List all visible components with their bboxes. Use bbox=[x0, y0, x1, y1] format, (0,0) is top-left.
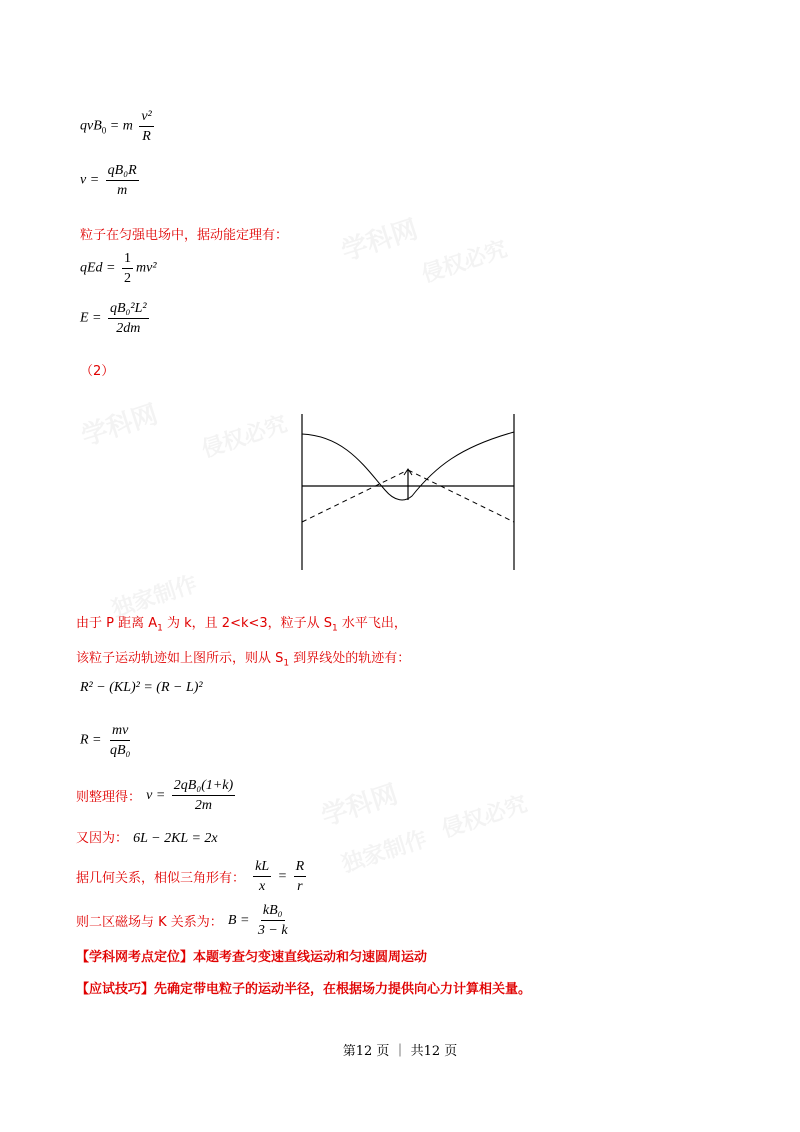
eq-lhs: B = bbox=[227, 912, 253, 928]
eq-rhs: mv² bbox=[136, 260, 157, 276]
exam-point-line: 【学科网考点定位】本题考查匀变速直线运动和匀速圆周运动 bbox=[76, 950, 428, 965]
eq-denominator: R bbox=[142, 129, 151, 144]
label: 则二区磁场与 K 关系为： bbox=[76, 915, 223, 930]
watermark-text: 侵权必究 bbox=[418, 236, 511, 288]
subscript: 1 bbox=[157, 623, 163, 634]
eq-numerator: qB₀²L² bbox=[108, 300, 149, 319]
page-footer: 第12 页 ｜ 共12 页 bbox=[342, 1044, 458, 1059]
equation: 6L − 2KL = 2x bbox=[133, 831, 218, 846]
label: 据几何关系，相似三角形有： bbox=[76, 871, 246, 886]
eq-denominator: qB₀ bbox=[110, 743, 131, 758]
watermark-text: 侵权必究 bbox=[198, 411, 291, 463]
text-segment: 为 k，且 2<k<3，粒子从 S bbox=[162, 616, 333, 631]
eq-denominator: 2 bbox=[124, 271, 131, 286]
eq-lhs: R = bbox=[80, 732, 105, 748]
eq-lhs: E = bbox=[80, 310, 105, 326]
watermark-text: 独家制作 bbox=[338, 826, 431, 878]
dashed-line-right bbox=[408, 470, 514, 522]
watermark-text: 学科网 bbox=[78, 399, 162, 453]
eq-numerator: mv bbox=[110, 722, 130, 741]
eq-lhs: v = bbox=[146, 787, 169, 803]
label: 又因为： bbox=[76, 831, 129, 846]
watermark-text: 学科网 bbox=[318, 779, 402, 833]
subscript: 1 bbox=[283, 658, 290, 669]
eq-denominator: 3 − k bbox=[257, 923, 288, 938]
eq-numerator: R bbox=[294, 858, 307, 877]
text-segment: 水平飞出， bbox=[337, 616, 407, 631]
equation-field bbox=[80, 300, 152, 337]
eq-mid: = m bbox=[106, 118, 133, 134]
text-line: 粒子在匀强电场中，据动能定理有： bbox=[80, 228, 289, 243]
eq-denominator: m bbox=[117, 183, 128, 198]
eq-lhs: v = bbox=[80, 172, 103, 188]
eq-denominator: 2m bbox=[194, 798, 213, 813]
equation-geometry: R² − (KL)² = (R − L)² bbox=[80, 680, 203, 695]
text-line bbox=[76, 777, 238, 814]
equation-velocity bbox=[80, 162, 142, 199]
equation-radius bbox=[80, 722, 135, 759]
eq-denominator: 2dm bbox=[116, 321, 141, 336]
eq-numerator: 2qB₀(1+k) bbox=[172, 777, 235, 796]
eq-numerator: kL bbox=[253, 858, 271, 877]
eq-numerator: qB₀R bbox=[106, 162, 139, 181]
text-segment: 到界线处的轨迹有： bbox=[289, 651, 411, 666]
watermark-text: 学科网 bbox=[338, 214, 422, 268]
eq-numerator: v² bbox=[139, 108, 153, 127]
text-segment: 由于 P 距离 A bbox=[76, 616, 158, 631]
label: 则整理得： bbox=[76, 790, 142, 805]
watermark-text: 独家制作 bbox=[108, 571, 201, 623]
exam-tip-line: 【应试技巧】先确定带电粒子的运动半径，在根据场力提供向心力计算相关量。 bbox=[76, 982, 532, 997]
equation-centripetal: qvB$_0$ = m $\frac{\text{v²}}{R}$ bbox=[80, 109, 152, 144]
text-line bbox=[76, 902, 293, 939]
text-line bbox=[76, 827, 218, 847]
eq-numerator: kB₀ bbox=[261, 902, 285, 921]
trajectory-diagram bbox=[290, 412, 520, 574]
text-segment: 该粒子运动轨迹如上图所示，则从 S bbox=[76, 651, 284, 666]
equation-energy bbox=[80, 250, 157, 287]
subscript: 1 bbox=[332, 623, 338, 634]
text-line bbox=[76, 858, 309, 895]
eq-denominator: x bbox=[259, 879, 266, 894]
eq-mid: = bbox=[274, 868, 291, 884]
part-label: （2） bbox=[80, 364, 115, 379]
text-line bbox=[76, 612, 407, 634]
dashed-line-left bbox=[302, 470, 408, 522]
eq-numerator: 1 bbox=[122, 250, 133, 269]
eq-lhs: qvB bbox=[80, 118, 102, 134]
watermark-text: 侵权必究 bbox=[438, 791, 531, 843]
eq-lhs: qEd = bbox=[80, 260, 119, 276]
text-line bbox=[76, 647, 410, 669]
eq-denominator: r bbox=[297, 879, 303, 894]
